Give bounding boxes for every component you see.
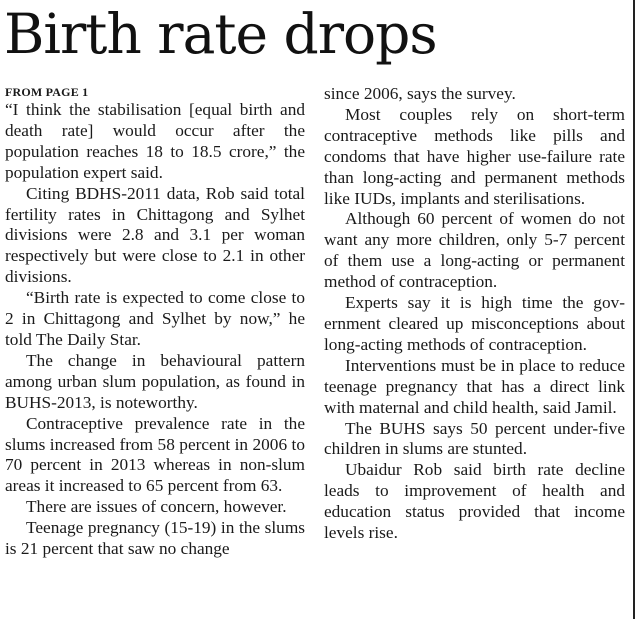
article-column-right [324, 84, 625, 544]
paragraph: Most couples rely on short-term contraceptive methods like pills and condoms that have higher use-failure rate than long-acting and permanent methods like IUDs, implants and sterilisations. [324, 104, 625, 208]
paragraph: The change in behavioural pattern among urban slum population, as found in BUHS-2013, is noteworthy. [5, 350, 305, 412]
article-column-left [5, 84, 305, 560]
headline: Birth rate drops [4, 2, 437, 66]
paragraph: “Birth rate is expected to come close to 2 in Chittagong and Sylhet by now,” he told The Daily Star. [5, 288, 305, 349]
paragraph: There are issues of concern, however. [26, 497, 287, 517]
paragraph: Citing BDHS-2011 data, Rob said total fertility rates in Chittagong and Sylhet divisions were 2.8 and 3.1 per woman respectively but were close to 2.1 in other divisions. [5, 183, 305, 287]
paragraph: Teenage pregnancy (15-19) in the slums is 21 percent that saw no change [5, 518, 305, 559]
column-rule [633, 0, 635, 619]
paragraph: Ubaidur Rob said birth rate decline leads to improvement of health and education status provided that income levels rise. [324, 460, 625, 543]
paragraph: since 2006, says the survey. [324, 84, 516, 103]
paragraph: Interventions must be in place to reduce teenage pregnancy that has a direct link with maternal and child health, said Jamil. [324, 355, 625, 417]
paragraph: Although 60 percent of women do not want any more children, only 5-7 percent of them use a long-acting or permanent method of contraception. [324, 209, 625, 292]
paragraph: Contraceptive prevalence rate in the slums increased from 58 percent in 2006 to 70 percent in 2013 whereas in non-slum areas it increased to 65 percent from 63. [5, 413, 305, 496]
paragraph: The BUHS says 50 percent under-five children in slums are stunted. [324, 418, 625, 459]
paragraph: Experts say it is high time the government cleared up misconceptions about long-acting methods of contraception. [324, 293, 625, 354]
paragraph: “I think the stabilisation [equal birth and death rate] would occur after the population reaches 18 to 18.5 crore,” the population expert said. [5, 100, 305, 182]
continuation-kicker: FROM PAGE 1 [5, 85, 89, 99]
